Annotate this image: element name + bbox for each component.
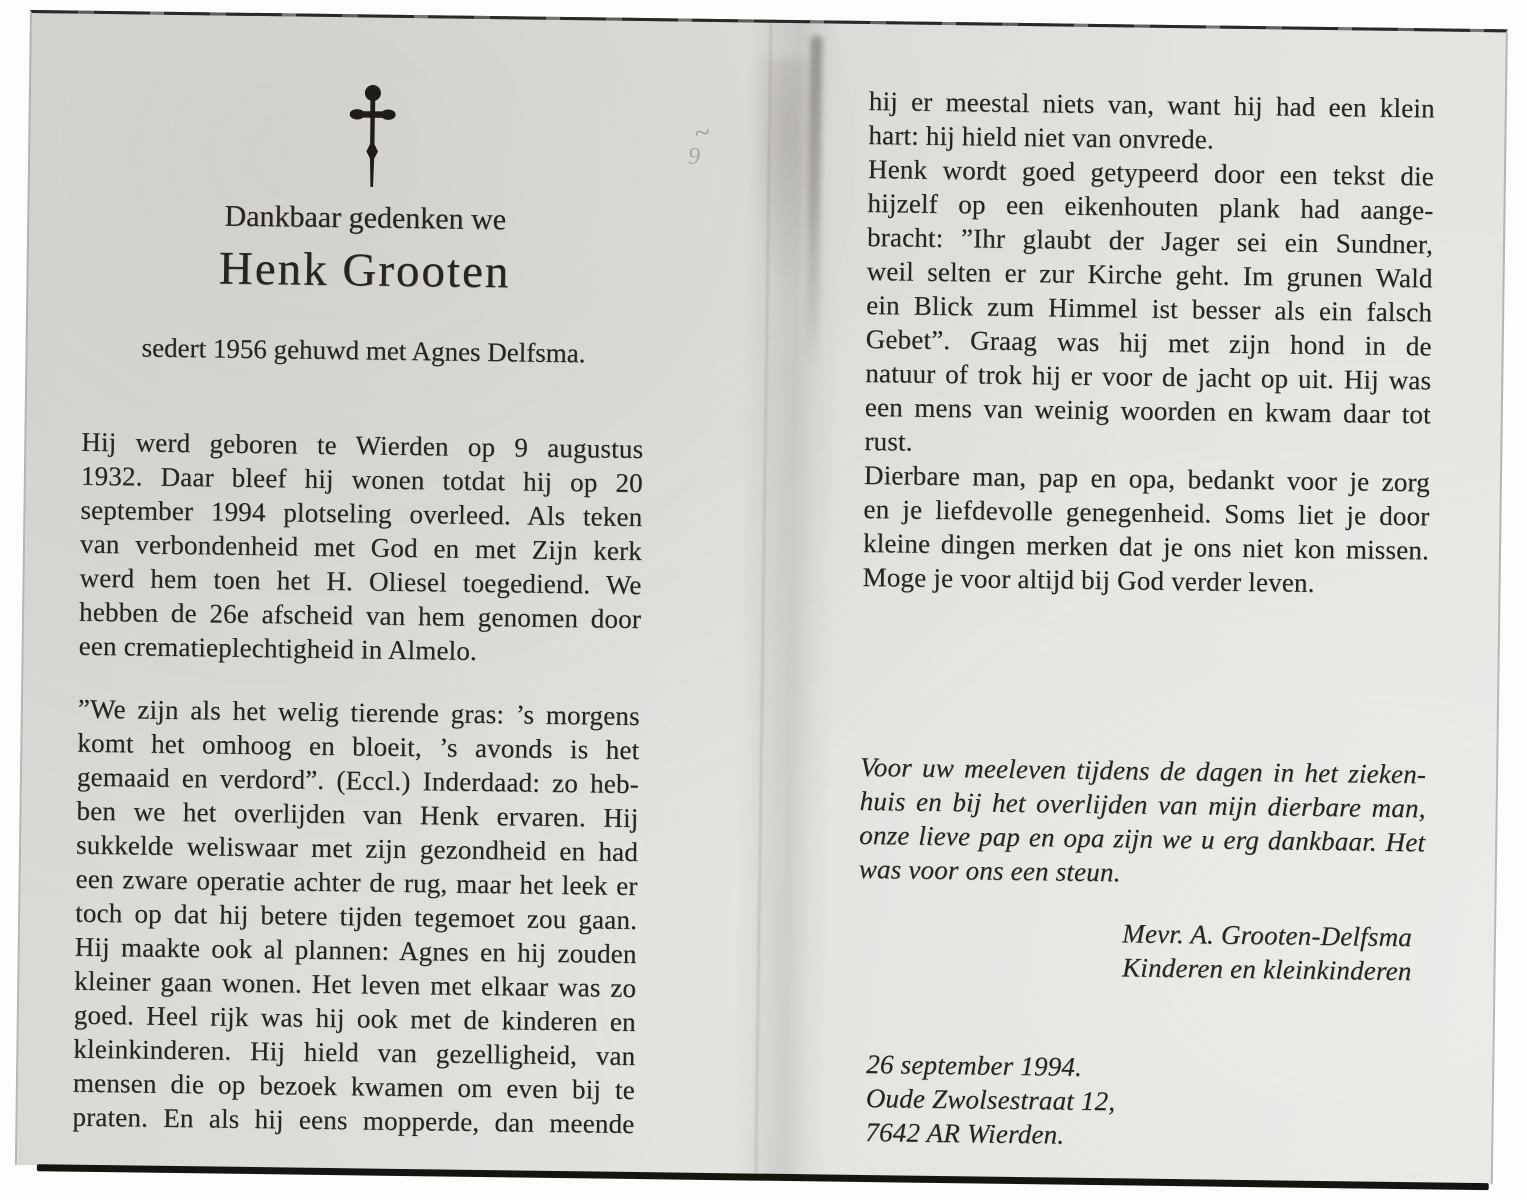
text-line: huis en bij het overlijden van mijn dierbare man, [859,785,1426,824]
cross-icon [91,80,654,196]
text-line: Kinderen en kleinkinderen [1121,952,1412,987]
text-line: een crematieplechtigheid in Almelo. [78,630,478,666]
text-line: hij er meestal niets van, want hij had een klein [868,85,1436,124]
text-line: komt het omhoog en bloeit, ’s avonds is het [77,727,640,766]
signature-block [857,913,1424,988]
text-line: Mevr. A. Grooten-Delfsma [1122,918,1413,953]
deceased-name: Henk Grooten [218,242,511,299]
right-paragraph-continuation [868,84,1435,159]
text-line: praten. En als hij eens mopperde, dan meende [72,1101,635,1140]
memorial-intro-line: Dankbaar gedenken we [224,199,507,237]
left-page [72,14,649,1173]
text-line: 26 september 1994. [866,1049,1083,1082]
text-line: mensen die op bezoek kwamen om even bij te [72,1067,636,1106]
text-line: bracht: ”Ihr glaubt der Jager sei ein Sundner, [866,221,1434,260]
text-line: een zware operatie achter de rug, maar het leek er [75,863,638,902]
text-line: hebben de 26e afscheid van hem genomen door [78,596,642,635]
marriage-line: sedert 1956 gehuwd met Agnes Delfsma. [141,332,586,369]
text-line: 7642 AR Wierden. [865,1117,1065,1150]
text-line: Dierbare man, pap en opa, bedankt voor je zorg [863,459,1431,498]
text-line: goed. Heel rijk was hij ook met de kinderen en [73,999,637,1038]
text-line: Voor uw meeleven tijdens de dagen in het zieken- [859,751,1427,790]
text-line: hijzelf op een eikenhouten plank had aange- [867,187,1434,226]
text-line: en je liefdevolle genegenheid. Soms liet je door [863,493,1430,532]
text-line: sukkelde weliswaar met zijn gezondheid en had [75,829,639,868]
text-line: kleiner gaan wonen. Het leven met elkaar was zo [74,965,637,1004]
text-line: Hij werd geboren te Wierden op 9 augustus [81,426,644,465]
pencil-mark-tilde: ~ [691,116,712,150]
budded-cross-icon [349,83,396,188]
text-line: natuur of trok hij er voor de jacht op uit. Hij was [865,357,1432,396]
right-paragraph-plank-text [864,152,1434,465]
text-line: Moge je voor altijd bij God verder leven. [862,561,1315,598]
left-paragraph-remembrance [72,692,640,1141]
text-line: was voor ons een steun. [858,853,1121,888]
left-paragraph-biography [78,425,643,670]
text-line: ein Blick zum Himmel ist besser als ein falsch [866,289,1433,328]
acknowledgement-paragraph [859,750,1427,893]
text-line: werd hem toen het H. Oliesel toegediend. We [79,562,642,601]
text-line: Henk wordt goed getypeerd door een tekst die [867,153,1435,192]
text-line: ben we het overlijden van Henk ervaren. Hij [76,795,639,834]
text-line: onze lieve pap en opa zijn we u erg dankbaar. Het [859,819,1426,858]
text-line: hart: hij hield niet van onvrede. [868,119,1215,155]
right-page [855,24,1436,1183]
text-line: 1932. Daar bleef hij wonen totdat hij op 20 [80,460,644,499]
text-line: september 1994 plotseling overleed. Als teken [80,494,643,533]
text-line: een mens van weinig woorden en kwam daar tot [864,391,1432,430]
date-address-block [855,1047,1422,1156]
text-line: van verbondenheid met God en met Zijn kerk [79,528,643,567]
text-line: gemaaid en verdord”. (Eccl.) Inderdaad: zo heb- [76,761,640,800]
text-line: kleinkinderen. Hij hield van gezelligheid, van [73,1033,636,1072]
text-line: ”We zijn als het welig tierende gras: ’s morgens [77,693,641,732]
right-body-text [862,84,1435,601]
text-line: weil selten er zur Kirche geht. Im grunen Wald [866,255,1433,294]
pencil-mark-nine: 9 [687,143,701,170]
text-line: rust. [864,425,913,457]
text-line: kleine dingen merken dat je ons niet kon missen. [862,527,1430,566]
right-paragraph-farewell [863,458,1430,567]
text-line: Gebet”. Graag was hij met zijn hond in de [865,323,1432,362]
text-line: toch op dat hij betere tijden tegemoet zou gaan. [74,897,638,936]
text-line: Hij maakte ook al plannen: Agnes en hij zouden [74,931,637,970]
memorial-card-scan [15,10,1508,1184]
text-line: Oude Zwolsestraat 12, [865,1083,1116,1117]
